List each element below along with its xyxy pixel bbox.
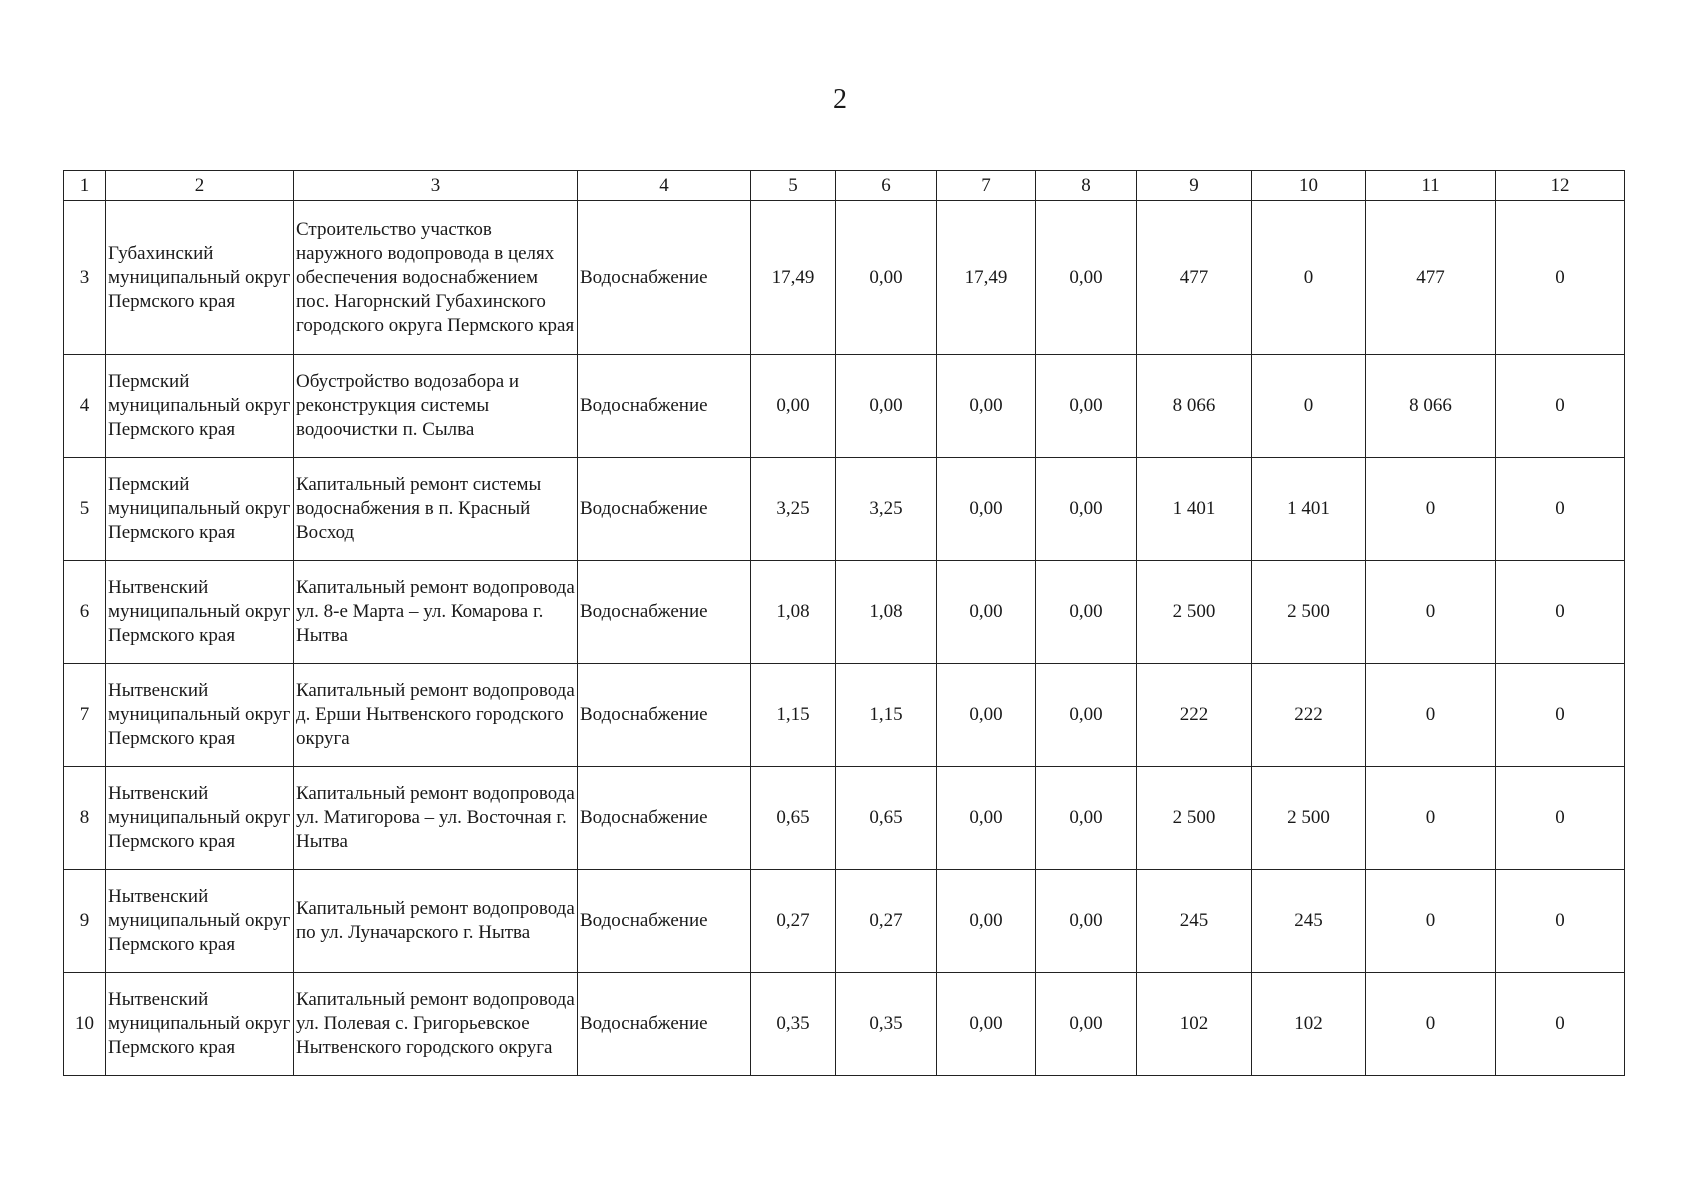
value-cell-6: 1,08 — [836, 561, 937, 664]
value-cell-6: 1,15 — [836, 664, 937, 767]
column-header: 4 — [578, 171, 751, 201]
type-cell: Водоснабжение — [578, 561, 751, 664]
value-cell-9: 102 — [1137, 973, 1252, 1076]
type-cell: Водоснабжение — [578, 870, 751, 973]
object-name-cell: Капитальный ремонт водопровода д. Ерши Нытвенского городского округа — [294, 664, 578, 767]
value-cell-5: 0,35 — [751, 973, 836, 1076]
column-header: 9 — [1137, 171, 1252, 201]
municipality-cell: Нытвенский муниципальный округ Пермского края — [106, 767, 294, 870]
municipality-cell: Губахинский муниципальный округ Пермского края — [106, 201, 294, 355]
value-cell-5: 1,15 — [751, 664, 836, 767]
value-cell-11: 0 — [1366, 458, 1496, 561]
value-cell-9: 8 066 — [1137, 355, 1252, 458]
type-cell: Водоснабжение — [578, 664, 751, 767]
table-row — [64, 201, 1625, 355]
value-cell-5: 0,00 — [751, 355, 836, 458]
value-cell-11: 0 — [1366, 664, 1496, 767]
value-cell-12: 0 — [1496, 973, 1625, 1076]
value-cell-12: 0 — [1496, 201, 1625, 355]
table-body — [64, 171, 1625, 1076]
municipality-cell: Нытвенский муниципальный округ Пермского края — [106, 664, 294, 767]
value-cell-6: 0,65 — [836, 767, 937, 870]
value-cell-12: 0 — [1496, 870, 1625, 973]
value-cell-8: 0,00 — [1036, 201, 1137, 355]
value-cell-12: 0 — [1496, 458, 1625, 561]
column-header: 8 — [1036, 171, 1137, 201]
type-cell: Водоснабжение — [578, 973, 751, 1076]
value-cell-7: 0,00 — [937, 561, 1036, 664]
type-cell: Водоснабжение — [578, 355, 751, 458]
value-cell-12: 0 — [1496, 355, 1625, 458]
municipality-cell: Пермский муниципальный округ Пермского края — [106, 458, 294, 561]
row-number-cell: 8 — [64, 767, 106, 870]
value-cell-10: 1 401 — [1252, 458, 1366, 561]
value-cell-10: 245 — [1252, 870, 1366, 973]
row-number-cell: 9 — [64, 870, 106, 973]
row-number-cell: 10 — [64, 973, 106, 1076]
row-number-cell: 3 — [64, 201, 106, 355]
value-cell-10: 0 — [1252, 201, 1366, 355]
value-cell-5: 0,65 — [751, 767, 836, 870]
column-header: 11 — [1366, 171, 1496, 201]
value-cell-8: 0,00 — [1036, 870, 1137, 973]
column-header: 12 — [1496, 171, 1625, 201]
value-cell-6: 0,27 — [836, 870, 937, 973]
type-cell: Водоснабжение — [578, 767, 751, 870]
municipality-cell: Пермский муниципальный округ Пермского края — [106, 355, 294, 458]
row-number-cell: 5 — [64, 458, 106, 561]
value-cell-11: 0 — [1366, 973, 1496, 1076]
column-header: 3 — [294, 171, 578, 201]
table-row — [64, 355, 1625, 458]
value-cell-8: 0,00 — [1036, 561, 1137, 664]
value-cell-7: 0,00 — [937, 973, 1036, 1076]
object-name-cell: Капитальный ремонт водопровода по ул. Луначарского г. Нытва — [294, 870, 578, 973]
value-cell-6: 3,25 — [836, 458, 937, 561]
column-header: 10 — [1252, 171, 1366, 201]
value-cell-11: 477 — [1366, 201, 1496, 355]
value-cell-10: 222 — [1252, 664, 1366, 767]
value-cell-5: 0,27 — [751, 870, 836, 973]
object-name-cell: Обустройство водозабора и реконструкция системы водоочистки п. Сылва — [294, 355, 578, 458]
column-header: 5 — [751, 171, 836, 201]
municipality-cell: Нытвенский муниципальный округ Пермского края — [106, 973, 294, 1076]
value-cell-12: 0 — [1496, 561, 1625, 664]
value-cell-9: 222 — [1137, 664, 1252, 767]
value-cell-12: 0 — [1496, 664, 1625, 767]
table-row — [64, 458, 1625, 561]
row-number-cell: 7 — [64, 664, 106, 767]
header-row — [64, 171, 1625, 201]
data-table — [63, 170, 1625, 1076]
value-cell-10: 102 — [1252, 973, 1366, 1076]
object-name-cell: Капитальный ремонт водопровода ул. 8-е Марта – ул. Комарова г. Нытва — [294, 561, 578, 664]
value-cell-8: 0,00 — [1036, 973, 1137, 1076]
value-cell-5: 3,25 — [751, 458, 836, 561]
value-cell-8: 0,00 — [1036, 664, 1137, 767]
value-cell-7: 0,00 — [937, 767, 1036, 870]
value-cell-10: 2 500 — [1252, 767, 1366, 870]
table-row — [64, 767, 1625, 870]
page-number: 2 — [833, 84, 847, 115]
value-cell-10: 0 — [1252, 355, 1366, 458]
value-cell-9: 1 401 — [1137, 458, 1252, 561]
value-cell-7: 0,00 — [937, 458, 1036, 561]
row-number-cell: 4 — [64, 355, 106, 458]
table-row — [64, 973, 1625, 1076]
column-header: 1 — [64, 171, 106, 201]
value-cell-6: 0,00 — [836, 355, 937, 458]
value-cell-11: 8 066 — [1366, 355, 1496, 458]
column-header: 6 — [836, 171, 937, 201]
object-name-cell: Капитальный ремонт водопровода ул. Матигорова – ул. Восточная г. Нытва — [294, 767, 578, 870]
object-name-cell: Строительство участков наружного водопровода в целях обеспечения водоснабжением пос. Нагорнский Губахинского городского округа Пермского края — [294, 201, 578, 355]
value-cell-6: 0,35 — [836, 973, 937, 1076]
value-cell-7: 0,00 — [937, 355, 1036, 458]
value-cell-10: 2 500 — [1252, 561, 1366, 664]
value-cell-9: 477 — [1137, 201, 1252, 355]
value-cell-5: 17,49 — [751, 201, 836, 355]
value-cell-6: 0,00 — [836, 201, 937, 355]
value-cell-8: 0,00 — [1036, 355, 1137, 458]
table-row — [64, 664, 1625, 767]
municipality-cell: Нытвенский муниципальный округ Пермского края — [106, 561, 294, 664]
value-cell-8: 0,00 — [1036, 767, 1137, 870]
column-header: 7 — [937, 171, 1036, 201]
value-cell-9: 245 — [1137, 870, 1252, 973]
type-cell: Водоснабжение — [578, 458, 751, 561]
value-cell-7: 0,00 — [937, 870, 1036, 973]
value-cell-7: 0,00 — [937, 664, 1036, 767]
type-cell: Водоснабжение — [578, 201, 751, 355]
object-name-cell: Капитальный ремонт водопровода ул. Полевая с. Григорьевское Нытвенского городского округа — [294, 973, 578, 1076]
value-cell-7: 17,49 — [937, 201, 1036, 355]
value-cell-12: 0 — [1496, 767, 1625, 870]
column-header: 2 — [106, 171, 294, 201]
municipality-cell: Нытвенский муниципальный округ Пермского края — [106, 870, 294, 973]
value-cell-8: 0,00 — [1036, 458, 1137, 561]
table-row — [64, 870, 1625, 973]
value-cell-5: 1,08 — [751, 561, 836, 664]
value-cell-9: 2 500 — [1137, 767, 1252, 870]
value-cell-11: 0 — [1366, 561, 1496, 664]
value-cell-11: 0 — [1366, 767, 1496, 870]
value-cell-9: 2 500 — [1137, 561, 1252, 664]
table-row — [64, 561, 1625, 664]
value-cell-11: 0 — [1366, 870, 1496, 973]
object-name-cell: Капитальный ремонт системы водоснабжения в п. Красный Восход — [294, 458, 578, 561]
row-number-cell: 6 — [64, 561, 106, 664]
